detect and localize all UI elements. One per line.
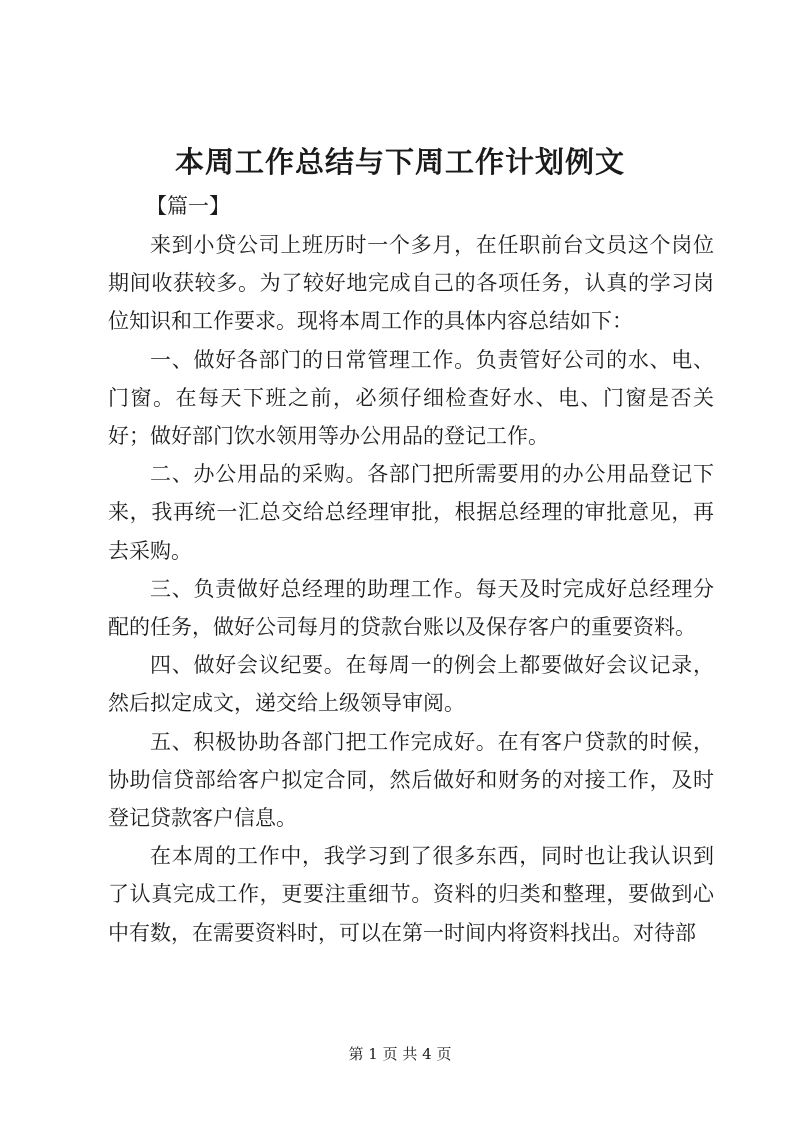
paragraph-summary: 在本周的工作中，我学习到了很多东西，同时也让我认识到了认真完成工作，更要注重细节。资料的归类和整理，要做到心中有数，在需要资料时，可以在第一时间内将资料找出。对待部 [108, 844, 714, 945]
paragraph-item-1: 一、做好各部门的日常管理工作。负责管好公司的水、电、门窗。在每天下班之前，必须仔细检查好水、电、门窗是否关好；做好部门饮水领用等办公用品的登记工作。 [108, 347, 714, 449]
document-body [108, 226, 714, 952]
section-tag: 【篇一】 [146, 194, 230, 218]
paragraph-item-3: 三、负责做好总经理的助理工作。每天及时完成好总经理分配的任务，做好公司每月的贷款台账以及保存客户的重要资料。 [108, 576, 714, 640]
paragraph-item-5: 五、积极协助各部门把工作完成好。在有客户贷款的时候，协助信贷部给客户拟定合同，然后做好和财务的对接工作，及时登记贷款客户信息。 [108, 729, 714, 831]
paragraph-item-2: 二、办公用品的采购。各部门把所需要用的办公用品登记下来，我再统一汇总交给总经理审批，根据总经理的审批意见，再去采购。 [108, 462, 714, 563]
page-footer: 第 1 页 共 4 页 [348, 1045, 452, 1063]
paragraph-intro: 来到小贷公司上班历时一个多月，在任职前台文员这个岗位期间收获较多。为了较好地完成自己的各项任务，认真的学习岗位知识和工作要求。现将本周工作的具体内容总结如下： [108, 233, 714, 334]
document-title: 本周工作总结与下周工作计划例文 [174, 145, 625, 179]
paragraph-item-4: 四、做好会议纪要。在每周一的例会上都要做好会议记录，然后拟定成文，递交给上级领导审阅。 [108, 653, 714, 716]
